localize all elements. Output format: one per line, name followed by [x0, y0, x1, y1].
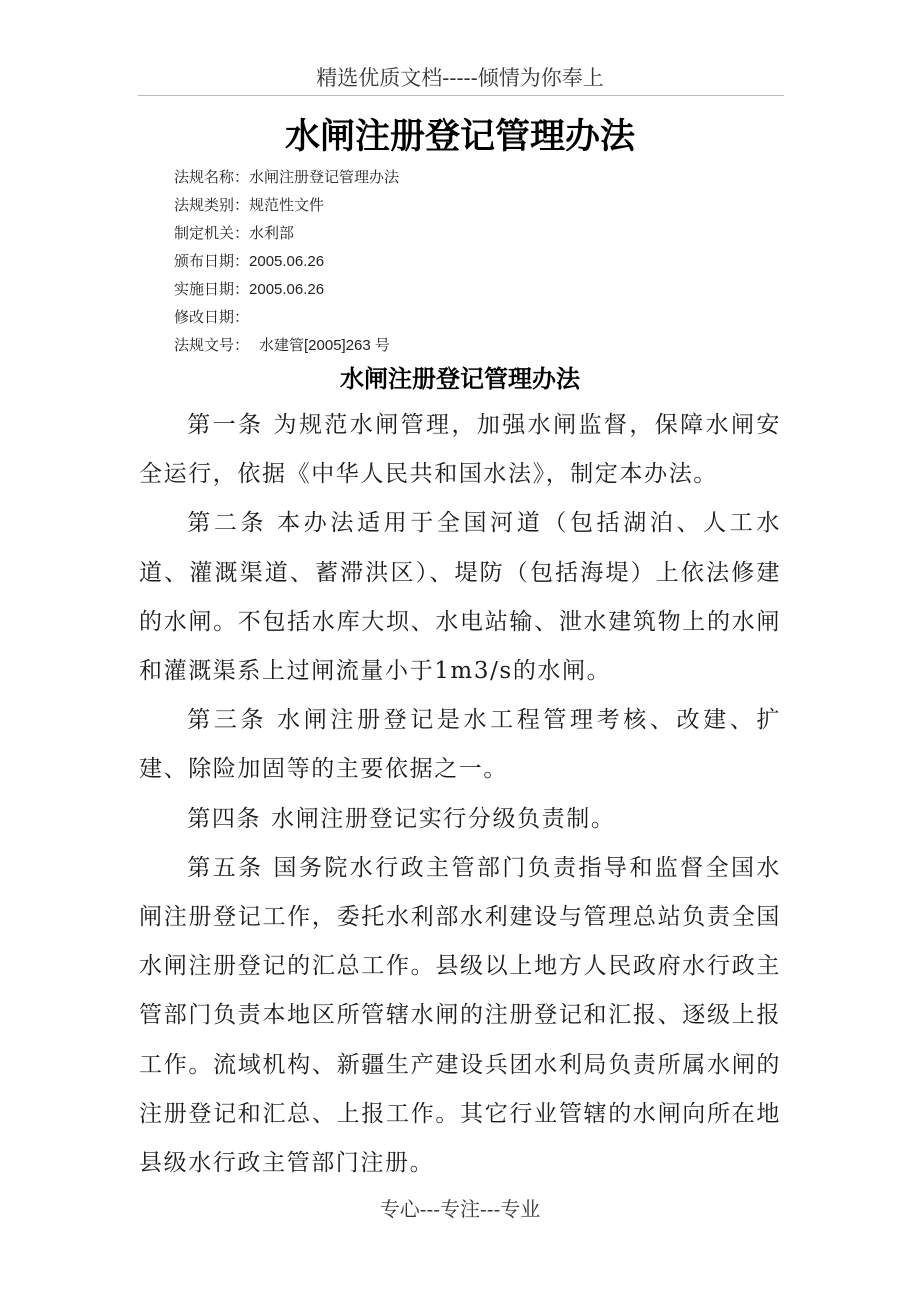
- page-footer: 专心---专注---专业: [379, 1197, 541, 1221]
- meta-label: 法规类别：: [174, 196, 250, 214]
- article-label: 第二条: [187, 510, 268, 537]
- article-text: 水闸注册登记是水工程管理考核、改建、扩建、除险加固等的主要依据之一。: [139, 707, 781, 783]
- meta-row-effective-date: [174, 275, 774, 303]
- meta-label: 实施日期：: [174, 280, 250, 298]
- meta-value: 水闸注册登记管理办法: [249, 168, 400, 186]
- meta-value: 规范性文件: [249, 196, 325, 214]
- meta-row-promulgation-date: [174, 247, 774, 275]
- section-title: 水闸注册登记管理办法: [340, 364, 580, 393]
- article-label: 第四条: [187, 805, 262, 832]
- regulation-metadata: [174, 163, 774, 359]
- meta-row-document-number: [174, 331, 774, 359]
- meta-value: 2005.06.26: [249, 281, 325, 298]
- meta-row-revision-date: [174, 303, 774, 331]
- article-label: 第五条: [187, 854, 264, 881]
- meta-value: 2005.06.26: [249, 253, 325, 270]
- page-header: 精选优质文档-----倾情为你奉上: [316, 66, 604, 90]
- article-paragraph: [139, 696, 781, 794]
- article-paragraph: [139, 844, 781, 1188]
- meta-label: 法规文号：: [174, 336, 250, 354]
- meta-label: 颁布日期：: [174, 252, 250, 270]
- article-paragraph: [139, 499, 781, 696]
- article-text: 为规范水闸管理，加强水闸监督，保障水闸安全运行，依据《中华人民共和国水法》，制定本办法。: [139, 412, 781, 488]
- meta-value: 水利部: [249, 224, 295, 242]
- meta-row-authority: [174, 219, 774, 247]
- article-label: 第三条: [187, 707, 268, 734]
- meta-label: 修改日期：: [174, 308, 250, 326]
- meta-row-category: [174, 191, 774, 219]
- document-title: 水闸注册登记管理办法: [284, 116, 635, 157]
- document-body: [139, 401, 781, 1188]
- meta-row-name: [174, 163, 774, 191]
- article-label: 第一条: [187, 412, 264, 438]
- article-text: 国务院水行政主管部门负责指导和监督全国水闸注册登记工作，委托水利部水利建设与管理总站负责全国水闸注册登记的汇总工作。县级以上地方人民政府水行政主管部门负责本地区所管辖水闸的注册登记和汇报、逐级上报工作。流域机构、新疆生产建设兵团水利局负责所属水闸的注册登记和汇总、上报工作。其它行业管辖的水闸向所在地县级水行政主管部门注册。: [139, 854, 781, 1177]
- meta-label: 法规名称：: [174, 168, 250, 186]
- article-text: 本办法适用于全国河道（包括湖泊、人工水道、灌溉渠道、蓄滞洪区）、堤防（包括海堤）上依法修建的水闸。不包括水库大坝、水电站输、泄水建筑物上的水闸和灌溉渠系上过闸流量小于1m3/s的水闸。: [139, 510, 781, 685]
- article-text: 水闸注册登记实行分级负责制。: [271, 805, 616, 832]
- meta-label: 制定机关：: [174, 224, 250, 242]
- article-paragraph: [139, 401, 781, 499]
- meta-value: 水建管[2005]263 号: [259, 337, 390, 354]
- article-paragraph: [139, 795, 781, 844]
- header-divider: [138, 95, 784, 96]
